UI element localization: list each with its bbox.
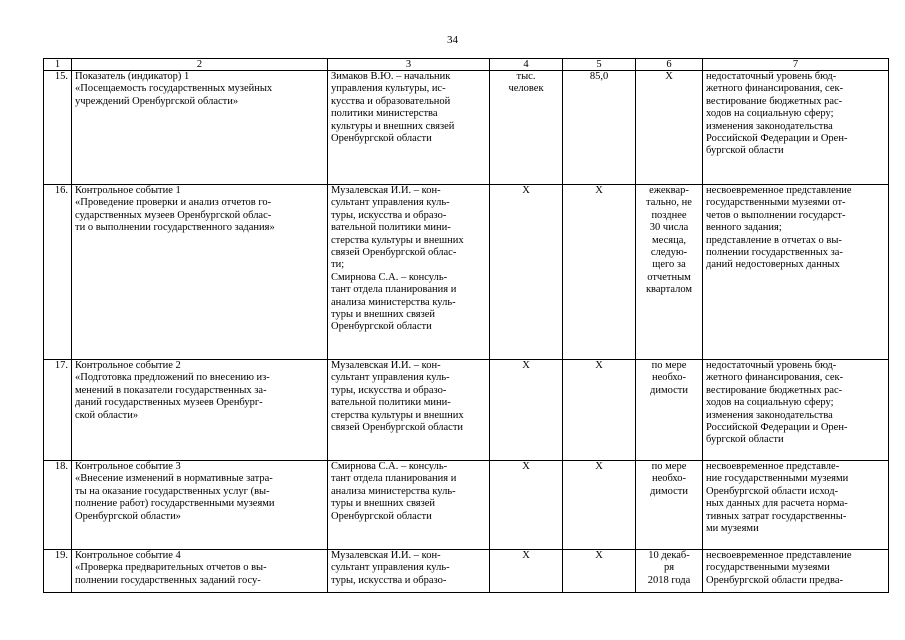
value-cell: Х [563,461,636,550]
header-row [44,59,889,71]
responsible-person: Музалевская И.И. – кон- сультант управления куль- туры, искусства и образо- вательной политики мини- стерства культуры и внешних связей Оренбургской облас- ти; Смирнова С.А. – консуль- тант отдела планирования и анализа министерства куль- туры и внешних связей Оренбургской области [328,185,490,360]
value-cell: Х [563,550,636,593]
header-col-7: 7 [703,59,889,71]
row-number: 16. [44,185,72,360]
table-row [44,461,889,550]
value-cell: 85,0 [563,71,636,185]
risk-cell: недостаточный уровень бюд- жетного финансирования, сек- вестирование бюджетных рас- ходов на социальную сферу; изменения законодательства Российской Федерации и Орен- бургской области [703,360,889,461]
table-row [44,550,889,593]
unit-cell: Х [490,461,563,550]
deadline-cell: по мере необхо- димости [636,360,703,461]
row-number: 15. [44,71,72,185]
risk-cell: несвоевременное представление государственными музеями Оренбургской области предва- [703,550,889,593]
responsible-person: Музалевская И.И. – кон- сультант управления куль- туры, искусства и образо- [328,550,490,593]
row-number: 18. [44,461,72,550]
row-number: 19. [44,550,72,593]
unit-cell: тыс. человек [490,71,563,185]
page-number: 34 [447,34,458,46]
header-col-6: 6 [636,59,703,71]
deadline-cell: ежеквар- тально, не позднее 30 числа месяца, следую- щего за отчетным кварталом [636,185,703,360]
report-table [43,58,889,593]
risk-cell: несвоевременное представление государственными музеями от- четов о выполнении государст- венного задания; представление в отчетах о вы- полнении государственных за- даний недостоверных данных [703,185,889,360]
risk-cell: несвоевременное представле- ние государственными музеями Оренбургской области исход- ных данных для расчета норма- тивных затрат государственны- ми музеями [703,461,889,550]
unit-cell: Х [490,185,563,360]
unit-cell: Х [490,360,563,461]
measure-description: Контрольное событие 1 «Проведение проверки и анализ отчетов го- сударственных музеев Оренбургской облас- ти о выполнении государственного задания» [72,185,328,360]
deadline-cell: по мере необхо- димости [636,461,703,550]
responsible-person: Смирнова С.А. – консуль- тант отдела планирования и анализа министерства куль- туры и внешних связей Оренбургской области [328,461,490,550]
measure-description: Показатель (индикатор) 1 «Посещаемость государственных музейных учреждений Оренбургской области» [72,71,328,185]
responsible-person: Зимаков В.Ю. – начальник управления культуры, ис- кусства и образовательной политики министерства культуры и внешних связей Оренбургской области [328,71,490,185]
row-number: 17. [44,360,72,461]
risk-cell: недостаточный уровень бюд- жетного финансирования, сек- вестирование бюджетных рас- ходов на социальную сферу; изменения законодательства Российской Федерации и Орен- бургской области [703,71,889,185]
deadline-cell: Х [636,71,703,185]
deadline-cell: 10 декаб- ря 2018 года [636,550,703,593]
measure-description: Контрольное событие 2 «Подготовка предложений по внесению из- менений в показатели государственных за- даний государственных музеев Оренбург- ской области» [72,360,328,461]
measure-description: Контрольное событие 4 «Проверка предварительных отчетов о вы- полнении государственных заданий госу- [72,550,328,593]
measure-description: Контрольное событие 3 «Внесение изменений в нормативные затра- ты на оказание государственных услуг (вы- полнение работ) государственными музеями Оренбургской области» [72,461,328,550]
header-col-4: 4 [490,59,563,71]
header-col-1: 1 [44,59,72,71]
header-col-5: 5 [563,59,636,71]
table-row [44,185,889,360]
header-col-2: 2 [72,59,328,71]
table-row [44,71,889,185]
header-col-3: 3 [328,59,490,71]
table-row [44,360,889,461]
value-cell: Х [563,360,636,461]
unit-cell: Х [490,550,563,593]
value-cell: Х [563,185,636,360]
responsible-person: Музалевская И.И. – кон- сультант управления куль- туры, искусства и образо- вательной политики мини- стерства культуры и внешних связей Оренбургской области [328,360,490,461]
